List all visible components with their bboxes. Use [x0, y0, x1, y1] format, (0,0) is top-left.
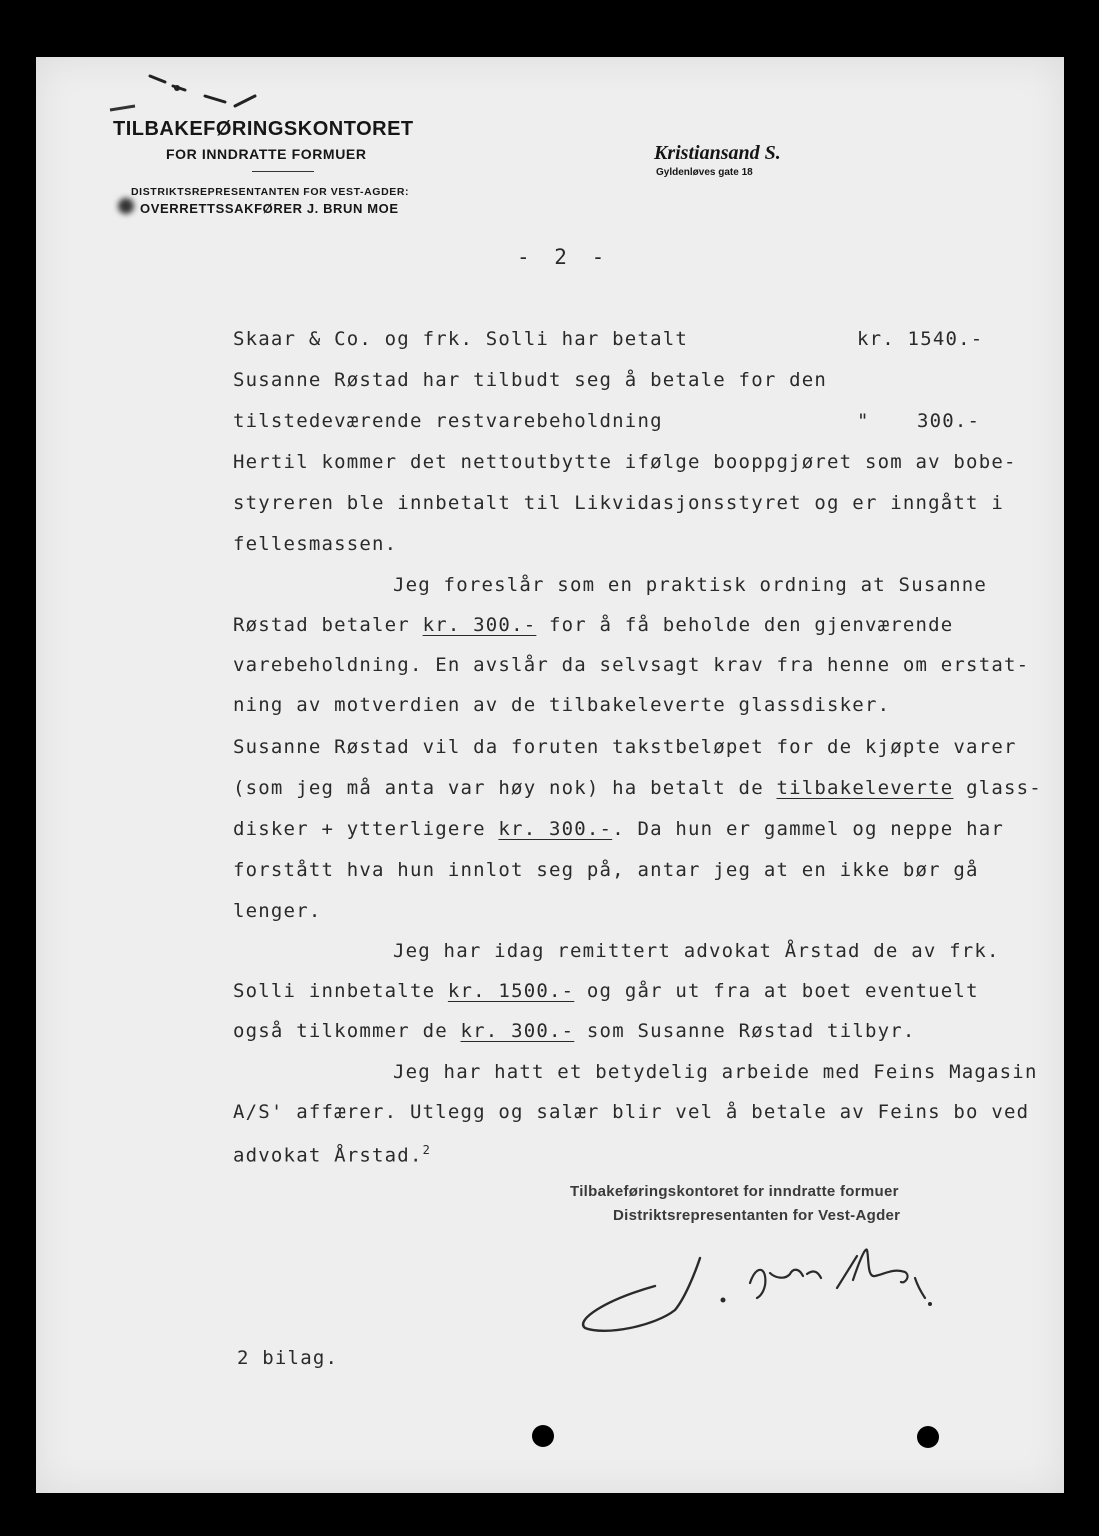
- text-line: (som jeg må anta var høy nok) ha betalt de tilbakeleverte glass-: [233, 777, 1042, 799]
- ditto-mark: ": [857, 410, 870, 432]
- signature: [575, 1238, 945, 1338]
- ink-marks: [105, 68, 265, 118]
- text-line: lenger.: [233, 900, 322, 922]
- text-line: tilstedeværende restvarebeholdning: [233, 410, 663, 432]
- letterhead-representative: OVERRETTSSAKFØRER J. BRUN MOE: [140, 201, 399, 216]
- letterhead-office: TILBAKEFØRINGSKONTORET: [113, 118, 414, 140]
- text-line: ning av motverdien av de tilbakeleverte glassdisker.: [233, 694, 891, 716]
- text-line: Susanne Røstad har tilbudt seg å betale for den: [233, 369, 828, 391]
- text-line: fellesmassen.: [233, 533, 398, 555]
- text-line: advokat Årstad.$^2$: [233, 1143, 432, 1167]
- text-line: Skaar & Co. og frk. Solli har betalt: [233, 328, 689, 350]
- letterhead-rule: [252, 171, 314, 172]
- text-line: Jeg har hatt et betydelig arbeide med Feins Magasin: [393, 1061, 1038, 1083]
- text-line: Solli innbetalte kr. 1500.- og går ut fra at boet eventuelt: [233, 980, 979, 1002]
- text-line: varebeholdning. En avslår da selvsagt krav fra henne om erstat-: [233, 654, 1030, 676]
- ink-blot: [118, 198, 134, 214]
- stamp-line2: Distriktsrepresentanten for Vest-Agder: [613, 1207, 901, 1224]
- text-line: disker + ytterligere kr. 300.-. Da hun er gammel og neppe har: [233, 818, 1004, 840]
- letterhead-city: Kristiansand S.: [654, 142, 781, 164]
- punch-hole: [917, 1426, 939, 1448]
- letterhead-district: DISTRIKTSREPRESENTANTEN FOR VEST-AGDER:: [131, 186, 410, 198]
- stamp-line1: Tilbakeføringskontoret for inndratte formuer: [570, 1183, 899, 1200]
- text-line: Jeg foreslår som en praktisk ordning at Susanne: [393, 574, 988, 596]
- text-line: også tilkommer de kr. 300.- som Susanne Røstad tilbyr.: [233, 1020, 916, 1042]
- amount: 300.-: [917, 410, 981, 432]
- text-line: Susanne Røstad vil da foruten takstbeløpet for de kjøpte varer: [233, 736, 1017, 758]
- letterhead-subtitle: FOR INNDRATTE FORMUER: [166, 146, 367, 162]
- enclosures: 2 bilag.: [237, 1347, 339, 1369]
- text-line: A/S' affærer. Utlegg og salær blir vel å betale av Feins bo ved: [233, 1101, 1030, 1123]
- page-number: - 2 -: [517, 245, 611, 269]
- text-line: styreren ble innbetalt til Likvidasjonsstyret og er inngått i: [233, 492, 1004, 514]
- text-line: Hertil kommer det nettoutbytte ifølge booppgjøret som av bobe-: [233, 451, 1017, 473]
- footnote-marker: 2: [422, 1143, 432, 1157]
- amount: kr. 1540.-: [857, 328, 984, 350]
- text-line: Røstad betaler kr. 300.- for å få beholde den gjenværende: [233, 614, 954, 636]
- text-line: forstått hva hun innlot seg på, antar jeg at en ikke bør gå: [233, 859, 979, 881]
- letterhead-street: Gyldenløves gate 18: [656, 167, 753, 178]
- text-line: Jeg har idag remittert advokat Årstad de av frk.: [393, 940, 1000, 962]
- punch-hole: [532, 1425, 554, 1447]
